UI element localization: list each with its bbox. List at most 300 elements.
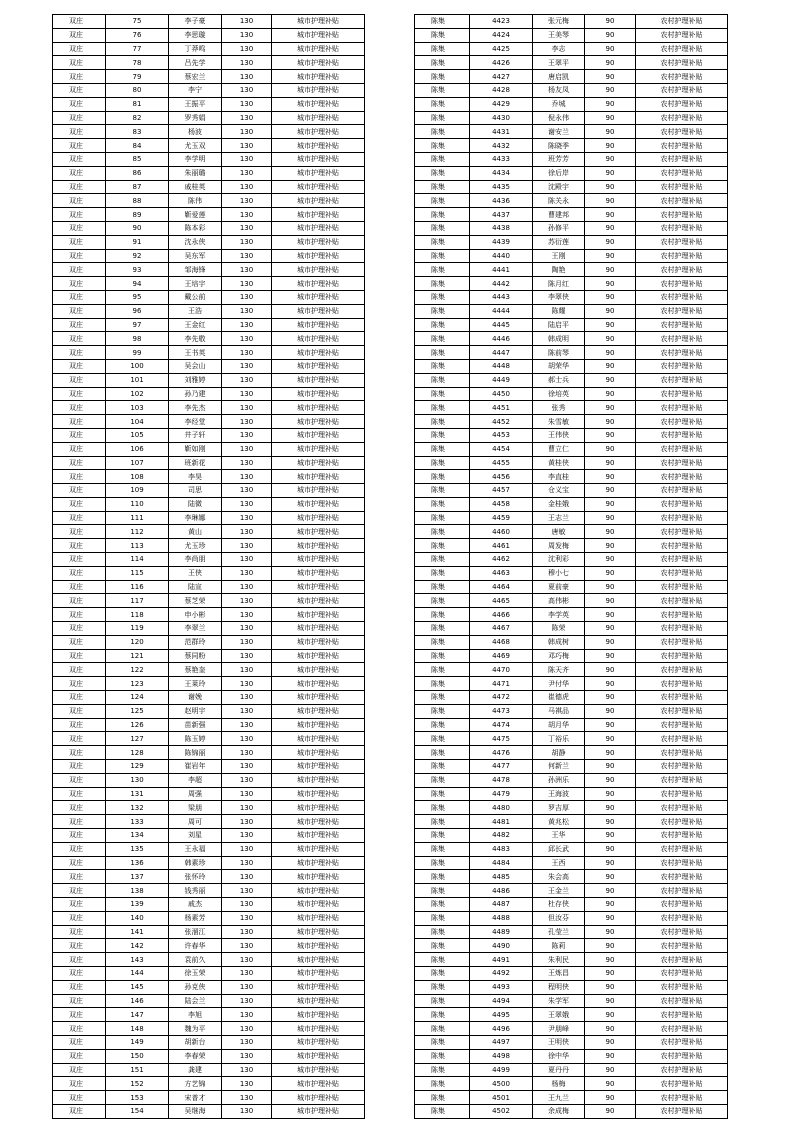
amount-cell: 90 (585, 553, 636, 567)
id-cell: 147 (106, 1008, 169, 1022)
town-cell: 陈集 (415, 180, 470, 194)
town-cell: 陈集 (415, 622, 470, 636)
amount-cell: 130 (222, 42, 272, 56)
amount-cell: 130 (222, 1063, 272, 1077)
category-cell: 农村护理补贴 (636, 456, 728, 470)
town-cell: 双庄 (53, 56, 106, 70)
name-cell: 杨梅 (533, 1077, 585, 1091)
name-cell: 唐敏 (533, 525, 585, 539)
id-cell: 76 (106, 28, 169, 42)
id-cell: 107 (106, 456, 169, 470)
category-cell: 城市护理补贴 (272, 97, 365, 111)
name-cell: 胡荣华 (533, 359, 585, 373)
town-cell: 陈集 (415, 760, 470, 774)
name-cell: 邱长武 (533, 842, 585, 856)
table-row (53, 566, 365, 580)
table-row (53, 304, 365, 318)
town-cell: 双庄 (53, 359, 106, 373)
amount-cell: 130 (222, 594, 272, 608)
name-cell: 杨友凤 (533, 83, 585, 97)
table-row (415, 511, 728, 525)
category-cell: 农村护理补贴 (636, 939, 728, 953)
id-cell: 4444 (470, 304, 533, 318)
id-cell: 4479 (470, 787, 533, 801)
category-cell: 城市护理补贴 (272, 925, 365, 939)
amount-cell: 90 (585, 746, 636, 760)
amount-cell: 90 (585, 911, 636, 925)
town-cell: 陈集 (415, 484, 470, 498)
id-cell: 118 (106, 608, 169, 622)
name-cell: 高伟彬 (533, 594, 585, 608)
id-cell: 144 (106, 966, 169, 980)
category-cell: 农村护理补贴 (636, 677, 728, 691)
category-cell: 农村护理补贴 (636, 1022, 728, 1036)
table-row (415, 97, 728, 111)
category-cell: 农村护理补贴 (636, 539, 728, 553)
town-cell: 双庄 (53, 511, 106, 525)
amount-cell: 130 (222, 815, 272, 829)
town-cell: 双庄 (53, 497, 106, 511)
town-cell: 双庄 (53, 428, 106, 442)
amount-cell: 130 (222, 139, 272, 153)
table-row (53, 166, 365, 180)
id-cell: 95 (106, 290, 169, 304)
category-cell: 城市护理补贴 (272, 235, 365, 249)
name-cell: 吴东军 (169, 249, 222, 263)
subsidy-table-right (414, 14, 728, 1119)
name-cell: 李学英 (533, 608, 585, 622)
town-cell: 双庄 (53, 70, 106, 84)
id-cell: 148 (106, 1022, 169, 1036)
table-row (53, 28, 365, 42)
name-cell: 陆微 (169, 497, 222, 511)
category-cell: 农村护理补贴 (636, 608, 728, 622)
amount-cell: 90 (585, 801, 636, 815)
name-cell: 魏为平 (169, 1022, 222, 1036)
category-cell: 城市护理补贴 (272, 718, 365, 732)
category-cell: 农村护理补贴 (636, 1008, 728, 1022)
town-cell: 双庄 (53, 304, 106, 318)
name-cell: 李尚朋 (169, 553, 222, 567)
table-row (53, 1022, 365, 1036)
id-cell: 4423 (470, 15, 533, 29)
table-row (415, 387, 728, 401)
amount-cell: 130 (222, 470, 272, 484)
town-cell: 双庄 (53, 925, 106, 939)
category-cell: 农村护理补贴 (636, 691, 728, 705)
category-cell: 城市护理补贴 (272, 566, 365, 580)
name-cell: 王明侠 (533, 1035, 585, 1049)
name-cell: 张元梅 (533, 15, 585, 29)
name-cell: 李旭 (169, 1008, 222, 1022)
name-cell: 徐玉荣 (169, 966, 222, 980)
amount-cell: 130 (222, 691, 272, 705)
table-row (53, 332, 365, 346)
table-row (53, 663, 365, 677)
amount-cell: 90 (585, 208, 636, 222)
table-row (53, 511, 365, 525)
town-cell: 双庄 (53, 939, 106, 953)
amount-cell: 130 (222, 70, 272, 84)
town-cell: 双庄 (53, 235, 106, 249)
name-cell: 谢安兰 (533, 125, 585, 139)
amount-cell: 90 (585, 608, 636, 622)
amount-cell: 90 (585, 428, 636, 442)
town-cell: 陈集 (415, 456, 470, 470)
town-cell: 陈集 (415, 953, 470, 967)
table-row (53, 318, 365, 332)
amount-cell: 130 (222, 760, 272, 774)
id-cell: 82 (106, 111, 169, 125)
table-row (415, 42, 728, 56)
category-cell: 农村护理补贴 (636, 1035, 728, 1049)
category-cell: 农村护理补贴 (636, 346, 728, 360)
id-cell: 96 (106, 304, 169, 318)
category-cell: 城市护理补贴 (272, 42, 365, 56)
id-cell: 130 (106, 773, 169, 787)
amount-cell: 90 (585, 318, 636, 332)
table-row (415, 456, 728, 470)
table-row (53, 208, 365, 222)
amount-cell: 130 (222, 870, 272, 884)
amount-cell: 90 (585, 718, 636, 732)
amount-cell: 130 (222, 456, 272, 470)
name-cell: 王莱玲 (169, 677, 222, 691)
name-cell: 王华 (533, 829, 585, 843)
table-row (53, 732, 365, 746)
amount-cell: 90 (585, 1049, 636, 1063)
amount-cell: 90 (585, 870, 636, 884)
name-cell: 谢娩 (169, 691, 222, 705)
table-body-right (415, 15, 728, 1119)
id-cell: 94 (106, 277, 169, 291)
name-cell: 蔡宏兰 (169, 70, 222, 84)
amount-cell: 90 (585, 635, 636, 649)
amount-cell: 130 (222, 539, 272, 553)
name-cell: 尹付华 (533, 677, 585, 691)
table-row (53, 760, 365, 774)
amount-cell: 90 (585, 235, 636, 249)
table-row (415, 346, 728, 360)
category-cell: 农村护理补贴 (636, 760, 728, 774)
amount-cell: 90 (585, 980, 636, 994)
id-cell: 128 (106, 746, 169, 760)
amount-cell: 130 (222, 829, 272, 843)
id-cell: 151 (106, 1063, 169, 1077)
category-cell: 农村护理补贴 (636, 373, 728, 387)
table-row (53, 415, 365, 429)
table-row (415, 953, 728, 967)
town-cell: 陈集 (415, 594, 470, 608)
amount-cell: 90 (585, 760, 636, 774)
name-cell: 班新花 (169, 456, 222, 470)
amount-cell: 90 (585, 42, 636, 56)
town-cell: 双庄 (53, 277, 106, 291)
id-cell: 4491 (470, 953, 533, 967)
table-row (53, 1104, 365, 1118)
category-cell: 城市护理补贴 (272, 484, 365, 498)
name-cell: 李翠侠 (533, 290, 585, 304)
table-row (415, 1063, 728, 1077)
amount-cell: 130 (222, 649, 272, 663)
amount-cell: 90 (585, 401, 636, 415)
name-cell: 乔城 (533, 97, 585, 111)
category-cell: 农村护理补贴 (636, 911, 728, 925)
name-cell: 马祺品 (533, 704, 585, 718)
category-cell: 农村护理补贴 (636, 401, 728, 415)
town-cell: 陈集 (415, 566, 470, 580)
table-row (53, 152, 365, 166)
name-cell: 何新兰 (533, 760, 585, 774)
town-cell: 陈集 (415, 249, 470, 263)
table-row (415, 290, 728, 304)
name-cell: 孙洲乐 (533, 773, 585, 787)
town-cell: 陈集 (415, 842, 470, 856)
town-cell: 陈集 (415, 939, 470, 953)
category-cell: 农村护理补贴 (636, 898, 728, 912)
table-row (53, 373, 365, 387)
category-cell: 农村护理补贴 (636, 718, 728, 732)
category-cell: 农村护理补贴 (636, 166, 728, 180)
id-cell: 4486 (470, 884, 533, 898)
table-row (415, 677, 728, 691)
name-cell: 崔德虎 (533, 691, 585, 705)
table-body-left (53, 15, 365, 1119)
town-cell: 双庄 (53, 1091, 106, 1105)
category-cell: 城市护理补贴 (272, 373, 365, 387)
category-cell: 农村护理补贴 (636, 815, 728, 829)
amount-cell: 130 (222, 718, 272, 732)
category-cell: 城市护理补贴 (272, 884, 365, 898)
amount-cell: 90 (585, 925, 636, 939)
category-cell: 城市护理补贴 (272, 456, 365, 470)
id-cell: 80 (106, 83, 169, 97)
category-cell: 城市护理补贴 (272, 180, 365, 194)
town-cell: 双庄 (53, 608, 106, 622)
amount-cell: 130 (222, 83, 272, 97)
amount-cell: 90 (585, 842, 636, 856)
town-cell: 双庄 (53, 263, 106, 277)
town-cell: 陈集 (415, 263, 470, 277)
amount-cell: 130 (222, 28, 272, 42)
category-cell: 农村护理补贴 (636, 304, 728, 318)
town-cell: 陈集 (415, 870, 470, 884)
id-cell: 4437 (470, 208, 533, 222)
amount-cell: 90 (585, 539, 636, 553)
category-cell: 农村护理补贴 (636, 663, 728, 677)
town-cell: 陈集 (415, 1022, 470, 1036)
table-row (415, 980, 728, 994)
table-row (415, 152, 728, 166)
amount-cell: 130 (222, 277, 272, 291)
id-cell: 104 (106, 415, 169, 429)
id-cell: 4424 (470, 28, 533, 42)
id-cell: 4463 (470, 566, 533, 580)
id-cell: 4433 (470, 152, 533, 166)
amount-cell: 130 (222, 152, 272, 166)
amount-cell: 90 (585, 290, 636, 304)
id-cell: 149 (106, 1035, 169, 1049)
table-row (53, 704, 365, 718)
name-cell: 仓义宝 (533, 484, 585, 498)
id-cell: 4448 (470, 359, 533, 373)
town-cell: 陈集 (415, 718, 470, 732)
name-cell: 钱秀丽 (169, 884, 222, 898)
name-cell: 沈利彩 (533, 553, 585, 567)
name-cell: 丁莽鸣 (169, 42, 222, 56)
table-row (53, 497, 365, 511)
name-cell: 王振平 (169, 97, 222, 111)
name-cell: 曹立仁 (533, 442, 585, 456)
town-cell: 双庄 (53, 622, 106, 636)
table-row (53, 842, 365, 856)
table-row (415, 884, 728, 898)
id-cell: 4481 (470, 815, 533, 829)
amount-cell: 90 (585, 277, 636, 291)
name-cell: 徐中华 (533, 1049, 585, 1063)
category-cell: 城市护理补贴 (272, 746, 365, 760)
category-cell: 城市护理补贴 (272, 842, 365, 856)
table-row (415, 663, 728, 677)
name-cell: 王培宇 (169, 277, 222, 291)
amount-cell: 130 (222, 497, 272, 511)
amount-cell: 130 (222, 221, 272, 235)
amount-cell: 90 (585, 83, 636, 97)
amount-cell: 130 (222, 994, 272, 1008)
table-row (53, 1008, 365, 1022)
name-cell: 黄山 (169, 525, 222, 539)
id-cell: 123 (106, 677, 169, 691)
table-row (53, 815, 365, 829)
town-cell: 陈集 (415, 980, 470, 994)
amount-cell: 130 (222, 484, 272, 498)
category-cell: 农村护理补贴 (636, 580, 728, 594)
category-cell: 农村护理补贴 (636, 704, 728, 718)
category-cell: 农村护理补贴 (636, 787, 728, 801)
town-cell: 双庄 (53, 815, 106, 829)
name-cell: 李宁 (169, 83, 222, 97)
amount-cell: 130 (222, 801, 272, 815)
town-cell: 双庄 (53, 166, 106, 180)
name-cell: 罗吉厚 (533, 801, 585, 815)
amount-cell: 130 (222, 1104, 272, 1118)
category-cell: 农村护理补贴 (636, 746, 728, 760)
category-cell: 城市护理补贴 (272, 594, 365, 608)
name-cell: 王翠平 (533, 56, 585, 70)
category-cell: 城市护理补贴 (272, 332, 365, 346)
table-row (415, 15, 728, 29)
table-row (415, 732, 728, 746)
id-cell: 4436 (470, 194, 533, 208)
name-cell: 李先敬 (169, 332, 222, 346)
name-cell: 靳如刚 (169, 442, 222, 456)
town-cell: 双庄 (53, 842, 106, 856)
id-cell: 4435 (470, 180, 533, 194)
town-cell: 双庄 (53, 152, 106, 166)
id-cell: 4431 (470, 125, 533, 139)
town-cell: 双庄 (53, 97, 106, 111)
amount-cell: 130 (222, 553, 272, 567)
id-cell: 122 (106, 663, 169, 677)
table-row (415, 1035, 728, 1049)
category-cell: 城市护理补贴 (272, 1049, 365, 1063)
town-cell: 陈集 (415, 1063, 470, 1077)
category-cell: 农村护理补贴 (636, 83, 728, 97)
id-cell: 4471 (470, 677, 533, 691)
id-cell: 102 (106, 387, 169, 401)
id-cell: 4434 (470, 166, 533, 180)
name-cell: 尤玉珍 (169, 539, 222, 553)
amount-cell: 90 (585, 953, 636, 967)
table-row (415, 249, 728, 263)
id-cell: 4474 (470, 718, 533, 732)
table-row (53, 953, 365, 967)
category-cell: 城市护理补贴 (272, 1063, 365, 1077)
category-cell: 农村护理补贴 (636, 263, 728, 277)
category-cell: 农村护理补贴 (636, 553, 728, 567)
id-cell: 121 (106, 649, 169, 663)
category-cell: 城市护理补贴 (272, 1104, 365, 1118)
town-cell: 陈集 (415, 304, 470, 318)
id-cell: 4460 (470, 525, 533, 539)
id-cell: 4455 (470, 456, 533, 470)
category-cell: 城市护理补贴 (272, 635, 365, 649)
table-row (53, 580, 365, 594)
amount-cell: 130 (222, 622, 272, 636)
id-cell: 99 (106, 346, 169, 360)
name-cell: 陶艳 (533, 263, 585, 277)
town-cell: 双庄 (53, 470, 106, 484)
amount-cell: 90 (585, 732, 636, 746)
table-row (53, 856, 365, 870)
category-cell: 农村护理补贴 (636, 1091, 728, 1105)
category-cell: 农村护理补贴 (636, 221, 728, 235)
table-row (415, 1008, 728, 1022)
id-cell: 4428 (470, 83, 533, 97)
town-cell: 陈集 (415, 1077, 470, 1091)
category-cell: 农村护理补贴 (636, 111, 728, 125)
name-cell: 黄兆松 (533, 815, 585, 829)
category-cell: 农村护理补贴 (636, 42, 728, 56)
amount-cell: 130 (222, 856, 272, 870)
name-cell: 李志 (533, 42, 585, 56)
town-cell: 双庄 (53, 580, 106, 594)
table-row (415, 28, 728, 42)
id-cell: 4494 (470, 994, 533, 1008)
table-row (415, 801, 728, 815)
category-cell: 农村护理补贴 (636, 773, 728, 787)
category-cell: 农村护理补贴 (636, 842, 728, 856)
category-cell: 农村护理补贴 (636, 1049, 728, 1063)
name-cell: 王伟侠 (533, 428, 585, 442)
name-cell: 王浩 (169, 304, 222, 318)
amount-cell: 130 (222, 842, 272, 856)
amount-cell: 90 (585, 166, 636, 180)
id-cell: 135 (106, 842, 169, 856)
amount-cell: 130 (222, 939, 272, 953)
amount-cell: 90 (585, 304, 636, 318)
category-cell: 城市护理补贴 (272, 898, 365, 912)
amount-cell: 90 (585, 1091, 636, 1105)
name-cell: 杨波 (169, 125, 222, 139)
table-row (415, 911, 728, 925)
amount-cell: 90 (585, 97, 636, 111)
amount-cell: 90 (585, 56, 636, 70)
amount-cell: 90 (585, 387, 636, 401)
category-cell: 农村护理补贴 (636, 180, 728, 194)
category-cell: 城市护理补贴 (272, 208, 365, 222)
id-cell: 143 (106, 953, 169, 967)
